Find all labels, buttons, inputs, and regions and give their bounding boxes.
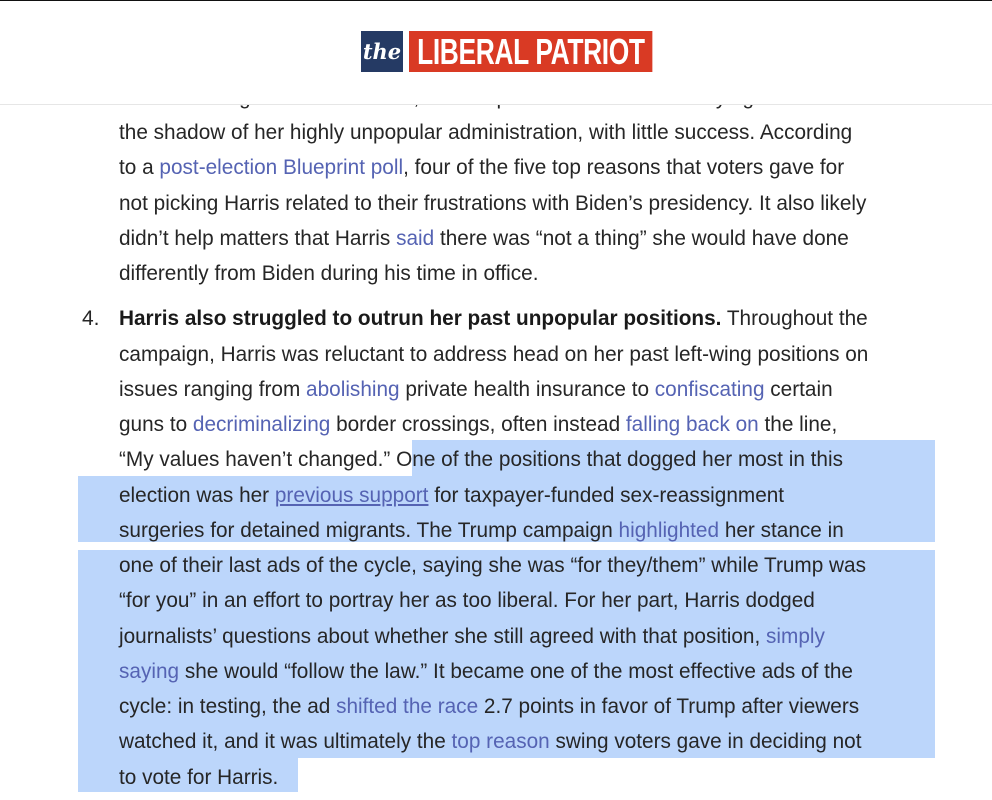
link-abolishing[interactable]: abolishing (306, 377, 400, 401)
logo-name: LIBERAL PATRIOT (409, 31, 652, 72)
list-number: 4. (82, 307, 100, 331)
text-line: to vote for Harris. (119, 765, 279, 789)
text-line: “for you” in an effort to portray her as too liberal. For her part, Harris dodged (119, 589, 815, 613)
site-logo[interactable] (361, 31, 741, 72)
text-line: differently from Biden during his time in office. (119, 262, 539, 285)
link-simply-saying-cont[interactable]: saying (119, 659, 180, 683)
text-line: not picking Harris related to their frustrations with Biden’s presidency. It also likely (119, 191, 867, 215)
link-highlighted[interactable]: highlighted (618, 518, 720, 542)
header-top-rule (0, 0, 992, 1)
text-line: election was her previous support for taxpayer-funded sex-reassignment (119, 483, 785, 507)
link-top-reason[interactable]: top reason (451, 730, 550, 754)
text-line: watched it, and it was ultimately the top reason swing voters gave in deciding not (119, 730, 862, 754)
paragraph-administration (119, 115, 949, 291)
link-blueprint-poll[interactable]: post-election Blueprint poll (159, 156, 404, 180)
text-line: Harris also struggled to outrun her past unpopular positions. Throughout the (119, 307, 868, 331)
text-line: the shadow of her highly unpopular administration, with little success. According (119, 121, 853, 144)
link-falling-back-on[interactable]: falling back on (625, 413, 759, 436)
text-line: “My values haven’t changed.” One of the positions that dogged her most in this (119, 448, 844, 472)
text-line: one of their last ads of the cycle, saying she was “for they/them” while Trump was (119, 554, 866, 577)
item-heading: Harris also struggled to outrun her past unpopular positions. (119, 307, 722, 331)
list-item-4 (82, 301, 949, 795)
text-line: saying she would “follow the law.” It became one of the most effective ads of the (119, 659, 853, 683)
text-line: to a post-election Blueprint poll, four of the five top reasons that voters gave for (119, 156, 845, 180)
text-line: journalists’ questions about whether she still agreed with that position, simply (119, 624, 825, 648)
text-line: surgeries for detained migrants. The Trump campaign highlighted her stance in (119, 518, 844, 542)
link-said[interactable]: said (396, 226, 435, 250)
text-line: issues ranging from abolishing private health insurance to confiscating certain (119, 377, 833, 401)
site-header (0, 0, 992, 105)
link-decriminalizing[interactable]: decriminalizing (192, 413, 331, 436)
link-shifted-the-race[interactable]: shifted the race (336, 695, 479, 718)
text-line: campaign, Harris was reluctant to address head on her past left-wing positions on (119, 342, 869, 366)
link-simply-saying[interactable]: simply (766, 624, 825, 648)
link-previous-support[interactable]: previous support (274, 483, 429, 507)
article-body (82, 80, 949, 795)
link-confiscating[interactable]: confiscating (654, 377, 765, 401)
text-line: didn’t help matters that Harris said there was “not a thing” she would have done (119, 226, 849, 250)
logo-the: the (361, 31, 403, 72)
text-line: cycle: in testing, the ad shifted the race 2.7 points in favor of Trump after viewers (119, 695, 860, 718)
text-line: guns to decriminalizing border crossings, often instead falling back on the line, (119, 413, 838, 436)
